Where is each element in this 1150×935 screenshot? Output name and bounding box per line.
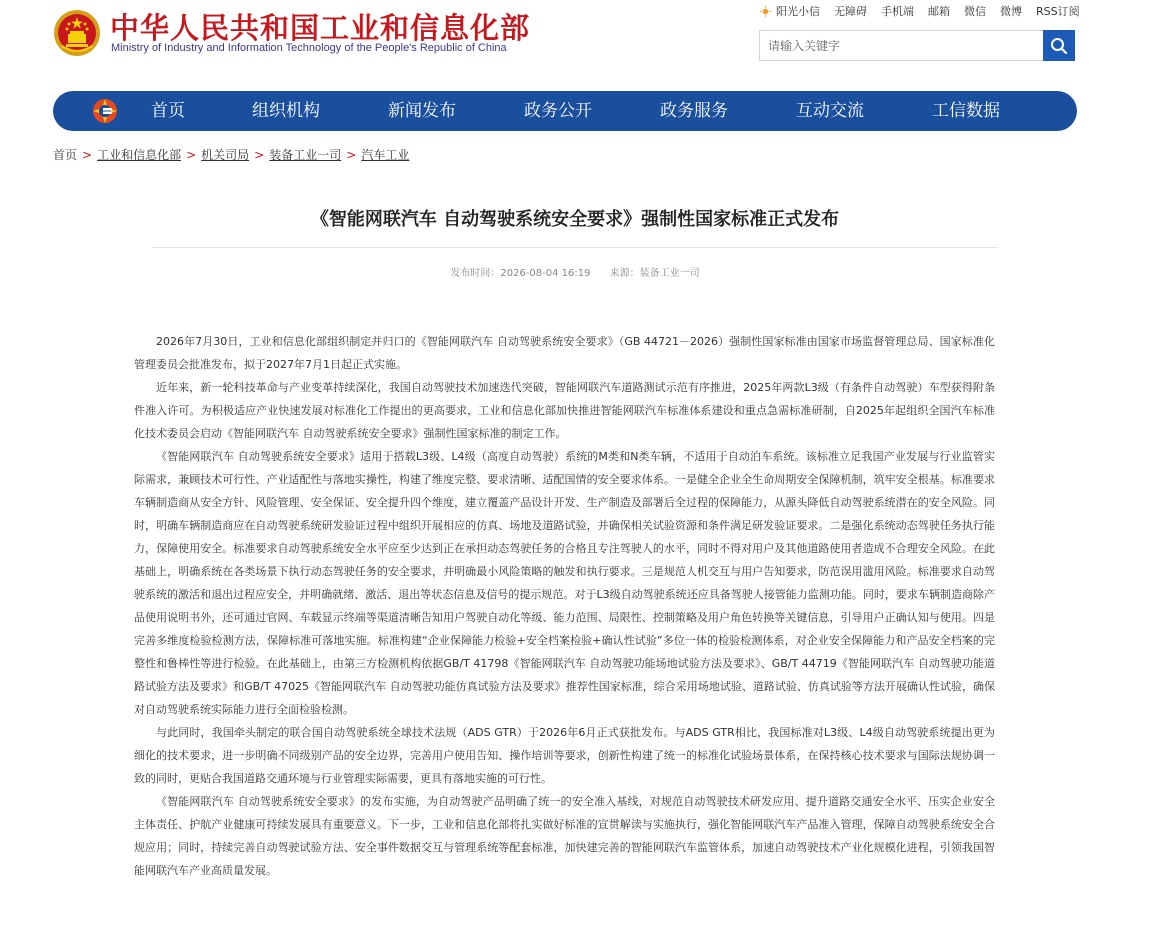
article-meta [0, 264, 1150, 279]
article-paragraph: 《智能网联汽车 自动驾驶系统安全要求》的发布实施，为自动驾驶产品明确了统一的安全准入基线，对规范自动驾驶技术研发应用、提升道路交通安全水平、压实企业安全主体责任、护航产业健康可持续发展具有重要意义。下一步，工业和信息化部将扎实做好标准的宣贯解读与实施执行，强化智能网联汽车产品准入管理，保障自动驾驶系统安全合规应用；同时，持续完善自动驾驶试验方法、安全事件数据交互与管理系统等配套标准，加快建完善的智能网联汽车监管体系，加速自动驾驶技术产业化规模化进程，引领我国智能网联汽车产业高质量发展。 [134, 795, 995, 877]
miit-logo-icon[interactable] [91, 97, 119, 125]
top-link-wechat[interactable]: 微信 [964, 5, 986, 18]
top-link-mobile[interactable]: 手机端 [881, 5, 914, 18]
sun-icon [760, 6, 771, 17]
breadcrumb-ministry[interactable]: 工业和信息化部 [97, 148, 182, 162]
breadcrumb-equipment-dept[interactable]: 装备工业一司 [269, 148, 342, 162]
top-link-rss[interactable]: RSS订阅 [1036, 5, 1080, 18]
main-nav [53, 91, 1077, 131]
breadcrumb-separator: > [346, 148, 357, 162]
breadcrumb-separator: > [254, 148, 265, 162]
search-button[interactable] [1043, 30, 1075, 61]
site-title[interactable]: 中华人民共和国工业和信息化部 [110, 11, 531, 45]
top-link-accessibility[interactable]: 无障碍 [834, 5, 867, 18]
breadcrumb-departments[interactable]: 机关司局 [201, 148, 250, 162]
breadcrumb-auto-industry[interactable]: 汽车工业 [361, 148, 410, 162]
nav-item-gov-info[interactable]: 政务公开 [524, 101, 592, 121]
breadcrumb-separator: > [82, 148, 93, 162]
article-source: 来源：装备工业一司 [609, 268, 700, 279]
top-link-mail[interactable]: 邮箱 [928, 5, 950, 18]
article-paragraph: 2026年7月30日，工业和信息化部组织制定并归口的《智能网联汽车 自动驾驶系统安全要求》（GB 44721－2026）强制性国家标准由国家市场监督管理总局、国家标准化管理委员会批准发布，拟于2027年7月1日起正式实施。 [134, 335, 995, 371]
search-box [759, 30, 1075, 61]
nav-item-data[interactable]: 工信数据 [932, 101, 1000, 121]
nav-item-interaction[interactable]: 互动交流 [796, 101, 864, 121]
top-link-weibo[interactable]: 微博 [1000, 5, 1022, 18]
breadcrumb [53, 146, 409, 163]
nav-item-home[interactable]: 首页 [151, 101, 185, 121]
article-title: 《智能网联汽车 自动驾驶系统安全要求》强制性国家标准正式发布 [310, 209, 840, 230]
search-icon [1050, 37, 1068, 55]
breadcrumb-separator: > [186, 148, 197, 162]
title-divider [152, 247, 998, 248]
article-paragraph: 与此同时，我国牵头制定的联合国自动驾驶系统全球技术法规（ADS GTR）于2026年6月正式获批发布。与ADS GTR相比，我国标准对L3级、L4级自动驾驶系统提出更为细化的技术要求，进一步明确不同级别产品的安全边界，完善用户使用告知、操作培训等要求，创新性构建了统一的标准化试验场景体系，在保持核心技术要求与国际法规协调一致的同时，更贴合我国道路交通环境与行业管理实际需要，更具有落地实施的可行性。 [134, 726, 995, 785]
site-header [0, 0, 1150, 90]
search-input[interactable] [760, 31, 1044, 60]
article-paragraph: 近年来，新一轮科技革命与产业变革持续深化，我国自动驾驶技术加速迭代突破，智能网联汽车道路测试示范有序推进，2025年两款L3级（有条件自动驾驶）车型获得附条件准入许可。为积极适应产业快速发展对标准化工作提出的更高要求，工业和信息化部加快推进智能网联汽车标准体系建设和重点急需标准研制，自2025年起组织全国汽车标准化技术委员会启动《智能网联汽车 自动驾驶系统安全要求》强制性国家标准的制定工作。 [134, 381, 995, 440]
site-subtitle: Ministry of Industry and Information Technology of the People's Republic of China [111, 42, 507, 54]
publish-time: 发布时间：2026-08-04 16:19 [450, 268, 591, 279]
national-emblem-icon[interactable] [53, 8, 101, 58]
top-link-sunshine[interactable]: 阳光小信 [776, 5, 820, 18]
nav-item-gov-service[interactable]: 政务服务 [660, 101, 728, 121]
breadcrumb-home[interactable]: 首页 [53, 148, 78, 162]
top-links [760, 3, 1080, 19]
article-body [134, 330, 995, 882]
nav-item-organization[interactable]: 组织机构 [252, 101, 320, 121]
article-paragraph: 《智能网联汽车 自动驾驶系统安全要求》适用于搭载L3级、L4级（高度自动驾驶）系统的M类和N类车辆，不适用于自动泊车系统。该标准立足我国产业发展与行业监管实际需求，兼顾技术可行性、产业适配性与落地实操性，构建了维度完整、要求清晰、适配国情的安全要求体系。一是健全企业全生命周期安全保障机制，筑牢安全根基。标准要求车辆制造商从安全方针、风险管理、安全保证、安全提升四个维度，建立覆盖产品设计开发、生产制造及部署后全过程的保障能力，从源头降低自动驾驶系统潜在的安全风险。同时，明确车辆制造商应在自动驾驶系统研发验证过程中组织开展相应的仿真、场地及道路试验，并确保相关试验资源和条件满足研发验证要求。二是强化系统动态驾驶任务执行能力，保障使用安全。标准要求自动驾驶系统安全水平应至少达到正在承担动态驾驶任务的合格且专注驾驶人的水平，同时不得对用户及其他道路使用者造成不合理安全风险。在此基础上，明确系统在各类场景下执行动态驾驶任务的安全要求，并明确最小风险策略的触发和执行要求。三是规范人机交互与用户告知要求，防范误用滥用风险。标准要求自动驾驶系统的激活和退出过程应安全，并明确就绪、激活、退出等状态信息及信号的提示规范。对于L3级自动驾驶系统还应具备驾驶人接管能力监测功能。同时，要求车辆制造商除产品使用说明书外，还可通过官网、车载显示终端等渠道清晰告知用户驾驶自动化等级、能力范围、局限性、控制策略及用户角色转换等关键信息，引导用户正确认知与使用。四是完善多维度检验检测方法，保障标准可落地实施。标准构建“企业保障能力检验+安全档案检验+确认性试验”多位一体的检验检测体系，对企业安全保障能力和产品安全档案的完整性和鲁棒性等进行检验。在此基础上，由第三方检测机构依据GB/T 41798《智能网联汽车 自动驾驶功能场地试验方法及要求》、GB/T 44719《智能网联汽车 自动驾驶功能道路试验方法及要求》和GB/T 47025《智能网联汽车 自动驾驶功能仿真试验方法及要求》推荐性国家标准，综合采用场地试验、道路试验、仿真试验等方法开展确认性试验，确保对自动驾驶系统实际能力进行全面检验检测。 [134, 450, 995, 716]
nav-item-news[interactable]: 新闻发布 [388, 101, 456, 121]
